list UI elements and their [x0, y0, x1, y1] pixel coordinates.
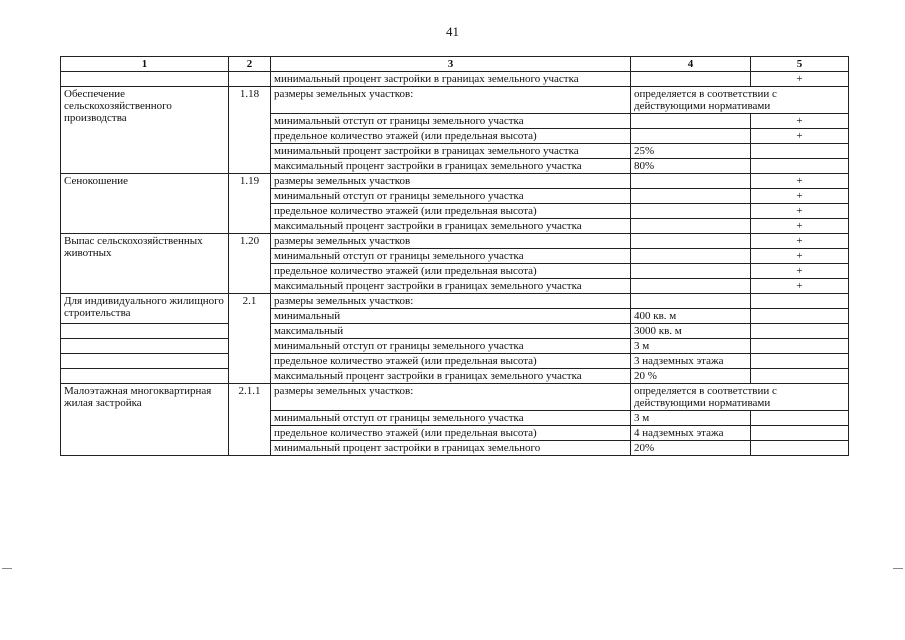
crop-mark	[2, 568, 12, 569]
param-offset: минимальный отступ от границы земельного участка	[271, 249, 631, 264]
plus-mark: +	[751, 129, 849, 144]
empty-cell	[61, 354, 229, 369]
section-name: Выпас сельскохозяйственных животных	[61, 234, 229, 294]
plus-mark: +	[751, 234, 849, 249]
section-code: 1.19	[229, 174, 271, 234]
param-min: минимальный	[271, 309, 631, 324]
empty-cell	[751, 294, 849, 309]
value-max-pct: 20 %	[631, 369, 751, 384]
empty-cell	[631, 219, 751, 234]
empty-cell	[751, 144, 849, 159]
header-col-3: 3	[271, 57, 631, 72]
table-row	[61, 87, 849, 114]
table-row	[61, 369, 849, 384]
empty-cell	[751, 369, 849, 384]
header-col-2: 2	[229, 57, 271, 72]
empty-cell	[631, 114, 751, 129]
empty-cell	[631, 174, 751, 189]
empty-cell	[751, 411, 849, 426]
value-min-pct: 20%	[631, 441, 751, 456]
param-max-pct: максимальный процент застройки в границах земельного участка	[271, 159, 631, 174]
param-floors: предельное количество этажей (или предельная высота)	[271, 204, 631, 219]
empty-cell	[229, 72, 271, 87]
param-offset: минимальный отступ от границы земельного участка	[271, 189, 631, 204]
table-row	[61, 339, 849, 354]
value-min-pct: 25%	[631, 144, 751, 159]
table-row	[61, 72, 849, 87]
param-floors: предельное количество этажей (или предельная высота)	[271, 354, 631, 369]
value-floors: 3 надземных этажа	[631, 354, 751, 369]
plus-mark: +	[751, 204, 849, 219]
param-sizes: размеры земельных участков	[271, 174, 631, 189]
param-offset: минимальный отступ от границы земельного участка	[271, 339, 631, 354]
empty-cell	[751, 441, 849, 456]
plus-mark: +	[751, 279, 849, 294]
param-min-pct: минимальный процент застройки в границах земельного участка	[271, 144, 631, 159]
empty-cell	[631, 204, 751, 219]
norm-text: определяется в соответствии с действующими нормативами	[631, 384, 849, 411]
section-name: Малоэтажная многоквартирная жилая застройка	[61, 384, 229, 456]
section-code: 1.20	[229, 234, 271, 294]
param-offset: минимальный отступ от границы земельного участка	[271, 411, 631, 426]
empty-cell	[751, 354, 849, 369]
section-code: 1.18	[229, 87, 271, 174]
value-offset: 3 м	[631, 339, 751, 354]
param-sizes: размеры земельных участков:	[271, 294, 631, 309]
empty-cell	[751, 426, 849, 441]
value-max: 3000 кв. м	[631, 324, 751, 339]
value-min: 400 кв. м	[631, 309, 751, 324]
header-col-5: 5	[751, 57, 849, 72]
param-floors: предельное количество этажей (или предельная высота)	[271, 426, 631, 441]
plus-mark: +	[751, 219, 849, 234]
param-floors: предельное количество этажей (или предельная высота)	[271, 129, 631, 144]
empty-cell	[631, 189, 751, 204]
empty-cell	[61, 339, 229, 354]
plus-mark: +	[751, 72, 849, 87]
param-sizes: размеры земельных участков:	[271, 384, 631, 411]
empty-cell	[631, 294, 751, 309]
header-row	[61, 57, 849, 72]
header-col-1: 1	[61, 57, 229, 72]
section-code: 2.1	[229, 294, 271, 384]
section-name: Обеспечение сельскохозяйственного производства	[61, 87, 229, 174]
empty-cell	[751, 159, 849, 174]
value-floors: 4 надземных этажа	[631, 426, 751, 441]
param-sizes: размеры земельных участков:	[271, 87, 631, 114]
param-max-pct: максимальный процент застройки в границах земельного участка	[271, 219, 631, 234]
norm-text: определяется в соответствии с действующими нормативами	[631, 87, 849, 114]
param-offset: минимальный отступ от границы земельного участка	[271, 114, 631, 129]
empty-cell	[631, 249, 751, 264]
page-number: 41	[446, 24, 459, 39]
empty-cell	[631, 129, 751, 144]
empty-cell	[631, 72, 751, 87]
plus-mark: +	[751, 114, 849, 129]
section-name: Сенокошение	[61, 174, 229, 234]
crop-mark	[893, 568, 903, 569]
section-name: Для индивидуального жилищного строительства	[61, 294, 229, 324]
param-max-pct: максимальный процент застройки в границах земельного участка	[271, 279, 631, 294]
param-sizes: размеры земельных участков	[271, 234, 631, 249]
empty-cell	[61, 369, 229, 384]
value-offset: 3 м	[631, 411, 751, 426]
empty-cell	[631, 279, 751, 294]
param-max: максимальный	[271, 324, 631, 339]
empty-cell	[61, 324, 229, 339]
param-min-pct: минимальный процент застройки в границах земельного участка	[271, 72, 631, 87]
table-row	[61, 234, 849, 249]
empty-cell	[751, 339, 849, 354]
plus-mark: +	[751, 189, 849, 204]
table-row	[61, 354, 849, 369]
param-min-pct: минимальный процент застройки в границах земельного	[271, 441, 631, 456]
table-row	[61, 384, 849, 411]
empty-cell	[751, 309, 849, 324]
plus-mark: +	[751, 174, 849, 189]
header-col-4: 4	[631, 57, 751, 72]
table-row	[61, 174, 849, 189]
empty-cell	[751, 324, 849, 339]
param-floors: предельное количество этажей (или предельная высота)	[271, 264, 631, 279]
value-max-pct: 80%	[631, 159, 751, 174]
plus-mark: +	[751, 249, 849, 264]
param-max-pct: максимальный процент застройки в границах земельного участка	[271, 369, 631, 384]
table-row	[61, 294, 849, 309]
table-row	[61, 324, 849, 339]
empty-cell	[61, 72, 229, 87]
plus-mark: +	[751, 264, 849, 279]
empty-cell	[631, 264, 751, 279]
land-use-regulations-table	[60, 56, 849, 456]
empty-cell	[631, 234, 751, 249]
section-code: 2.1.1	[229, 384, 271, 456]
